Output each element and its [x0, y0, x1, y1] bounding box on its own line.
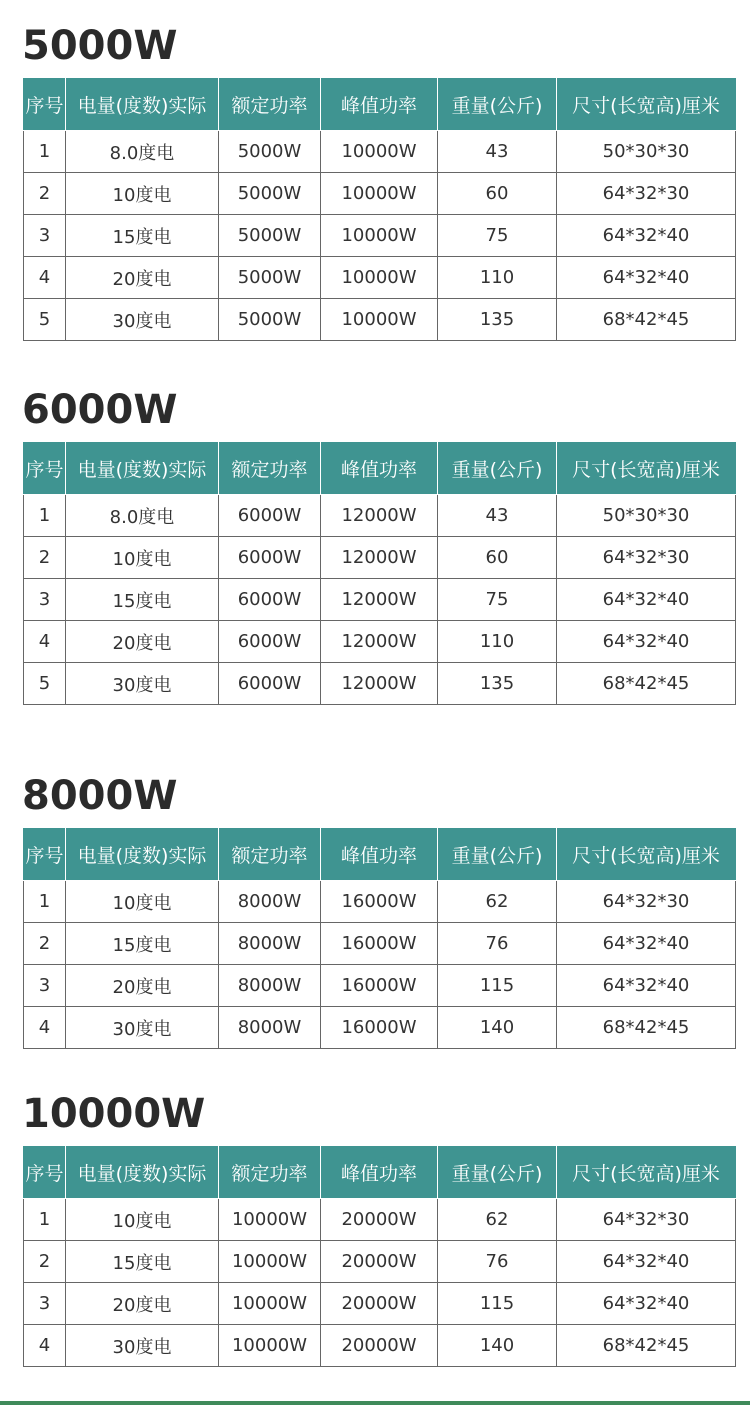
header-index: 序号 — [24, 829, 66, 881]
cell-capacity: 10度电 — [66, 537, 219, 579]
cell-dimensions: 64*32*30 — [557, 881, 736, 923]
cell-capacity: 20度电 — [66, 257, 219, 299]
header-dimensions: 尺寸(长宽高)厘米 — [557, 79, 736, 131]
cell-index: 4 — [24, 257, 66, 299]
cell-rated-power: 8000W — [219, 923, 321, 965]
cell-dimensions: 64*32*40 — [557, 579, 736, 621]
cell-capacity: 15度电 — [66, 215, 219, 257]
cell-weight: 110 — [438, 257, 557, 299]
cell-capacity: 15度电 — [66, 579, 219, 621]
cell-weight: 62 — [438, 881, 557, 923]
table-row — [24, 621, 736, 663]
cell-capacity: 8.0度电 — [66, 495, 219, 537]
cell-rated-power: 5000W — [219, 173, 321, 215]
cell-index: 3 — [24, 215, 66, 257]
cell-rated-power: 6000W — [219, 537, 321, 579]
cell-index: 3 — [24, 579, 66, 621]
cell-dimensions: 68*42*45 — [557, 663, 736, 705]
cell-dimensions: 50*30*30 — [557, 495, 736, 537]
cell-weight: 76 — [438, 1241, 557, 1283]
header-weight: 重量(公斤) — [438, 829, 557, 881]
header-rated-power: 额定功率 — [219, 79, 321, 131]
cell-peak-power: 20000W — [321, 1199, 438, 1241]
cell-peak-power: 12000W — [321, 495, 438, 537]
cell-capacity: 10度电 — [66, 173, 219, 215]
header-index: 序号 — [24, 1147, 66, 1199]
cell-capacity: 10度电 — [66, 881, 219, 923]
cell-dimensions: 68*42*45 — [557, 299, 736, 341]
header-capacity: 电量(度数)实际 — [66, 829, 219, 881]
table-row — [24, 663, 736, 705]
cell-weight: 60 — [438, 537, 557, 579]
header-weight: 重量(公斤) — [438, 79, 557, 131]
table-row — [24, 1007, 736, 1049]
header-capacity: 电量(度数)实际 — [66, 1147, 219, 1199]
cell-rated-power: 8000W — [219, 881, 321, 923]
cell-weight: 43 — [438, 131, 557, 173]
cell-dimensions: 64*32*40 — [557, 215, 736, 257]
cell-capacity: 8.0度电 — [66, 131, 219, 173]
header-index: 序号 — [24, 79, 66, 131]
cell-capacity: 20度电 — [66, 1283, 219, 1325]
table-row — [24, 1325, 736, 1367]
cell-weight: 140 — [438, 1325, 557, 1367]
cell-rated-power: 6000W — [219, 621, 321, 663]
cell-peak-power: 12000W — [321, 621, 438, 663]
cell-index: 4 — [24, 1007, 66, 1049]
cell-peak-power: 16000W — [321, 965, 438, 1007]
cell-capacity: 20度电 — [66, 621, 219, 663]
table-header-row — [24, 1147, 736, 1199]
cell-capacity: 15度电 — [66, 1241, 219, 1283]
cell-index: 2 — [24, 173, 66, 215]
cell-dimensions: 64*32*40 — [557, 257, 736, 299]
table-row — [24, 965, 736, 1007]
cell-rated-power: 10000W — [219, 1241, 321, 1283]
cell-weight: 115 — [438, 965, 557, 1007]
cell-weight: 110 — [438, 621, 557, 663]
cell-weight: 75 — [438, 579, 557, 621]
cell-peak-power: 10000W — [321, 299, 438, 341]
cell-peak-power: 20000W — [321, 1325, 438, 1367]
cell-rated-power: 10000W — [219, 1325, 321, 1367]
table-row — [24, 1199, 736, 1241]
cell-peak-power: 12000W — [321, 663, 438, 705]
table-row — [24, 881, 736, 923]
cell-peak-power: 20000W — [321, 1241, 438, 1283]
cell-index: 2 — [24, 537, 66, 579]
cell-peak-power: 16000W — [321, 881, 438, 923]
cell-rated-power: 6000W — [219, 495, 321, 537]
cell-capacity: 30度电 — [66, 299, 219, 341]
cell-dimensions: 64*32*30 — [557, 537, 736, 579]
header-index: 序号 — [24, 443, 66, 495]
cell-weight: 76 — [438, 923, 557, 965]
table-row — [24, 923, 736, 965]
cell-dimensions: 64*32*30 — [557, 173, 736, 215]
header-rated-power: 额定功率 — [219, 1147, 321, 1199]
cell-dimensions: 64*32*40 — [557, 923, 736, 965]
cell-rated-power: 10000W — [219, 1199, 321, 1241]
cell-capacity: 30度电 — [66, 663, 219, 705]
cell-index: 1 — [24, 881, 66, 923]
cell-weight: 135 — [438, 299, 557, 341]
cell-peak-power: 10000W — [321, 215, 438, 257]
cell-rated-power: 6000W — [219, 663, 321, 705]
cell-index: 4 — [24, 621, 66, 663]
cell-peak-power: 10000W — [321, 131, 438, 173]
table-row — [24, 299, 736, 341]
spec-table — [23, 78, 736, 341]
table-row — [24, 579, 736, 621]
cell-rated-power: 5000W — [219, 257, 321, 299]
header-peak-power: 峰值功率 — [321, 829, 438, 881]
cell-index: 1 — [24, 131, 66, 173]
header-weight: 重量(公斤) — [438, 443, 557, 495]
cell-weight: 140 — [438, 1007, 557, 1049]
table-header-row — [24, 443, 736, 495]
cell-index: 3 — [24, 1283, 66, 1325]
cell-dimensions: 68*42*45 — [557, 1007, 736, 1049]
section-title: 6000W — [22, 387, 178, 433]
cell-capacity: 30度电 — [66, 1325, 219, 1367]
cell-weight: 62 — [438, 1199, 557, 1241]
cell-index: 1 — [24, 495, 66, 537]
cell-index: 1 — [24, 1199, 66, 1241]
header-dimensions: 尺寸(长宽高)厘米 — [557, 443, 736, 495]
cell-index: 2 — [24, 1241, 66, 1283]
cell-dimensions: 64*32*40 — [557, 1241, 736, 1283]
cell-rated-power: 8000W — [219, 1007, 321, 1049]
table-row — [24, 131, 736, 173]
section-title: 10000W — [22, 1091, 206, 1137]
cell-dimensions: 64*32*40 — [557, 1283, 736, 1325]
table-row — [24, 1241, 736, 1283]
cell-peak-power: 20000W — [321, 1283, 438, 1325]
cell-rated-power: 6000W — [219, 579, 321, 621]
cell-weight: 135 — [438, 663, 557, 705]
header-rated-power: 额定功率 — [219, 443, 321, 495]
header-dimensions: 尺寸(长宽高)厘米 — [557, 829, 736, 881]
table-row — [24, 537, 736, 579]
table-row — [24, 1283, 736, 1325]
cell-dimensions: 68*42*45 — [557, 1325, 736, 1367]
cell-peak-power: 12000W — [321, 579, 438, 621]
cell-rated-power: 5000W — [219, 131, 321, 173]
cell-index: 2 — [24, 923, 66, 965]
cell-weight: 60 — [438, 173, 557, 215]
cell-rated-power: 10000W — [219, 1283, 321, 1325]
cell-dimensions: 64*32*30 — [557, 1199, 736, 1241]
cell-peak-power: 16000W — [321, 1007, 438, 1049]
cell-dimensions: 64*32*40 — [557, 965, 736, 1007]
table-row — [24, 215, 736, 257]
cell-rated-power: 5000W — [219, 215, 321, 257]
table-header-row — [24, 829, 736, 881]
header-peak-power: 峰值功率 — [321, 1147, 438, 1199]
cell-capacity: 15度电 — [66, 923, 219, 965]
header-dimensions: 尺寸(长宽高)厘米 — [557, 1147, 736, 1199]
cell-rated-power: 5000W — [219, 299, 321, 341]
cell-index: 5 — [24, 663, 66, 705]
table-row — [24, 173, 736, 215]
cell-dimensions: 50*30*30 — [557, 131, 736, 173]
cell-capacity: 20度电 — [66, 965, 219, 1007]
cell-weight: 115 — [438, 1283, 557, 1325]
header-peak-power: 峰值功率 — [321, 79, 438, 131]
cell-index: 3 — [24, 965, 66, 1007]
cell-weight: 75 — [438, 215, 557, 257]
spec-table — [23, 442, 736, 705]
cell-rated-power: 8000W — [219, 965, 321, 1007]
cell-capacity: 10度电 — [66, 1199, 219, 1241]
cell-peak-power: 16000W — [321, 923, 438, 965]
cell-peak-power: 10000W — [321, 173, 438, 215]
section-title: 8000W — [22, 773, 178, 819]
header-weight: 重量(公斤) — [438, 1147, 557, 1199]
header-capacity: 电量(度数)实际 — [66, 443, 219, 495]
cell-index: 5 — [24, 299, 66, 341]
spec-table — [23, 1146, 736, 1367]
table-header-row — [24, 79, 736, 131]
header-capacity: 电量(度数)实际 — [66, 79, 219, 131]
cell-index: 4 — [24, 1325, 66, 1367]
spec-table — [23, 828, 736, 1049]
cell-dimensions: 64*32*40 — [557, 621, 736, 663]
table-row — [24, 495, 736, 537]
table-row — [24, 257, 736, 299]
cell-capacity: 30度电 — [66, 1007, 219, 1049]
header-peak-power: 峰值功率 — [321, 443, 438, 495]
cell-peak-power: 10000W — [321, 257, 438, 299]
cell-weight: 43 — [438, 495, 557, 537]
header-rated-power: 额定功率 — [219, 829, 321, 881]
bottom-accent-bar — [0, 1401, 750, 1405]
cell-peak-power: 12000W — [321, 537, 438, 579]
section-title: 5000W — [22, 23, 178, 69]
